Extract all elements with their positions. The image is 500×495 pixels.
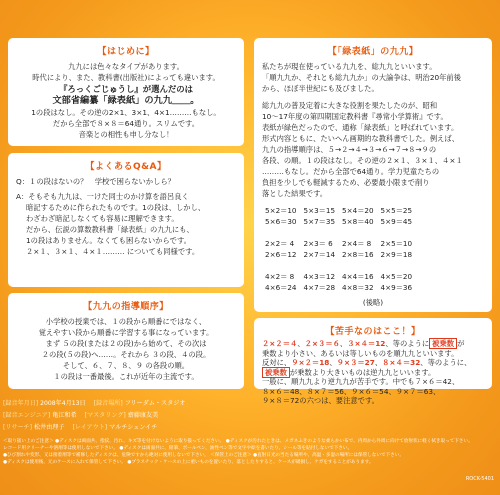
table-row: [262, 205, 416, 216]
green-para2-line: 負担を少しでも軽減するため、必要最小限まで削り: [262, 178, 430, 187]
multiplication-table: [262, 205, 416, 293]
table-cell: 2×7＝14: [303, 249, 336, 259]
notes-line: ●ひび割れや変形、又は接着剤等で補修したディスクは、危険ですから絶対に使用しないで下さい。 ＜保管上のご注意＞ ●直射日光の当たる場所や、高温・多湿の場所には保管しないで下さい。: [3, 453, 404, 458]
table-cell: 2×2＝ 4: [265, 238, 295, 248]
table-cell: 4×6＝24: [265, 282, 297, 292]
table-cell: 5×3＝15: [303, 205, 336, 215]
green-para2-line: 各段、の順。１の段はなし。その逆の２×１、３×１、４×１: [262, 156, 463, 165]
table-cell: 2×8＝16: [342, 249, 374, 259]
table-row: [262, 249, 416, 260]
order-line: ２の段(５の段)へ……。それから ３の段、４の段。: [41, 350, 211, 359]
table-cell: 5×6＝30: [265, 216, 297, 226]
table-cell: 2×5＝10: [380, 238, 413, 248]
intro-line: 『ろっくごじゅうし』が選んだのは: [59, 84, 193, 94]
credits-row: [録音エンジニア] 亀江和希 [マスタリング] 齋藤康友美: [3, 412, 159, 419]
catalog-number: ROCK-5401: [465, 476, 494, 482]
qa-title: 【よくあるQ&A】: [85, 162, 167, 172]
table-cell: 4×3＝12: [303, 271, 336, 281]
table-cell: 2×6＝12: [265, 249, 297, 259]
green-para2-line: 落とした結果です。: [262, 189, 328, 198]
difficult-line: ８×６＝48、８×７＝56、９×６＝54、９×７＝63、: [262, 386, 441, 396]
credits-row: [リサーチ] 松井由理子 [レイアウト] マルチシュンイチ: [3, 424, 158, 431]
green-cover-panel: [254, 38, 492, 312]
table-cell: 4×2＝ 8: [265, 271, 295, 281]
green-cover-title: 【「緑表紙」の九九】: [327, 47, 419, 57]
table-cell: 4×8＝32: [342, 282, 374, 292]
difficult-title: 【苦手なのはここ！】: [325, 327, 421, 337]
qa-answer-line: 1の段はありません。なくても困らないからです。: [26, 236, 191, 245]
qa-answer-line: 暗記するために作られたものです。1の段は、しかし、: [26, 203, 206, 212]
intro-line: 時代により、また、教科書(出版社)によっても違います。: [32, 73, 220, 82]
table-cell: 2×9＝18: [380, 249, 413, 259]
table-cell: 5×9＝45: [380, 216, 413, 226]
order-line: 小学校の授業では、１の段から順番にではなく、: [45, 317, 207, 326]
green-para1-line: 私たちが現在使っている九九を、総九九といいます。: [262, 62, 437, 71]
intro-line: 九九には色々なタイプがあります。: [68, 62, 184, 71]
qa-answer-line: わざわざ暗記しなくても容易に理解できます。: [26, 214, 179, 223]
table-cell: 5×2＝10: [265, 205, 297, 215]
table-cell: 2×4＝ 8: [342, 238, 372, 248]
notes-line: ●ディスクは使用後、元のケースに入れて保管して下さい。 ●プラスチック・ケースの上に重いものを置いたり、落としたりすると、ケースが破損し、ケガをすることがあります。: [3, 460, 374, 465]
notes-line: ＜取り扱い上のご注意＞ ●ディスクは両面共、指紋、汚れ、キズ等を付けないように取り扱ってください。 ●ディスクが汚れたときは、メガネふきのような柔らかい布で、内周から外周に向けて放射状に軽く拭き取って下さい。: [3, 439, 473, 444]
table-cell: 4×4＝16: [342, 271, 374, 281]
green-para2-line: 九九の指導順序は、５→２→４→３→６→７→８→９の: [262, 145, 437, 154]
table-cell: 2×3＝ 6: [303, 238, 333, 248]
green-para2-line: 10～17年度の第四期国定教科書『尋常小学算術』です。: [262, 112, 448, 121]
qa-question: Q：１の段はないの？ 学校で困らないかしら？: [16, 177, 175, 186]
table-cell: 4×9＝36: [380, 282, 413, 292]
difficult-line: ９×８＝72の六つは、要注意です。: [262, 396, 379, 405]
table-cell: 5×8＝40: [342, 216, 374, 226]
intro-line: 1の段はなし。その逆の2×1、3×1、4×1………もなし。: [31, 108, 221, 117]
intro-title: 【はじめに】: [97, 47, 155, 57]
green-para2-line: 形式内容ともに、たいへん画期的な教科書でした。例えば、: [262, 134, 460, 143]
order-line: １の段は一番最後。これが近年の主流です。: [53, 372, 199, 381]
table-cell: 4×7＝28: [303, 282, 336, 292]
difficult-panel: [254, 318, 492, 405]
qa-answer-line: だから、伝説の算数教科書「緑表紙」の九九にも、: [26, 225, 194, 234]
difficult-line: 乗数より小さい、あるいは等しいものを順九九といいます。: [262, 348, 459, 358]
table-abbrev: (後略): [362, 298, 384, 307]
order-line: まず ５の段(または２の段)から始めて、その次は: [45, 339, 207, 348]
intro-line: 音楽との相性も申し分なし！: [78, 130, 174, 139]
green-para2-line: 総九九の普及定着に大きな役割を果たしたのが、昭和: [262, 101, 438, 110]
difficult-line: 反対に、９×２＝18、９×３＝27、８×４＝32、等のように、: [262, 358, 472, 367]
order-title: 【九九の指導順序】: [83, 302, 169, 312]
intro-panel: [8, 38, 244, 146]
qa-answer-line: A：そもそも九九は、一けた同士のかけ算を語呂良く: [16, 192, 189, 201]
intro-line: 文部省編纂「緑表紙」の九九＿＿。: [52, 95, 200, 106]
table-cell: 5×5＝25: [380, 205, 413, 215]
difficult-line: ２×２＝４、２×３＝６、３×４＝12、等のように 被乗数 が: [262, 339, 465, 348]
table-row: [262, 238, 416, 249]
difficult-line: 一般に、順九九より逆九九が苦手です。中でも７×６＝42、: [262, 377, 460, 386]
table-cell: 5×4＝20: [342, 205, 374, 215]
order-line: 覚えやすい段から順番に学習する事になっています。: [38, 328, 214, 337]
order-panel: [8, 293, 244, 389]
table-cell: 4×5＝20: [380, 271, 413, 281]
table-row: [262, 282, 416, 293]
difficult-line: 被乗数 が乗数より大きいものは逆九九といいます。: [262, 368, 484, 378]
credits: [3, 398, 497, 434]
green-para2-line: 表紙が緑色だったので、通称「緑表紙」と呼ばれています。: [262, 123, 459, 132]
table-row: [262, 216, 416, 227]
qa-panel: [8, 153, 244, 287]
order-line: そして、６、７、８、９ の各段の順。: [62, 361, 190, 370]
green-para1-line: 「順九九か、それとも総九九か」の大論争は、明治20年前後: [262, 73, 462, 82]
green-para1-line: から、ほぼ半世紀にも及びました。: [262, 84, 379, 93]
table-cell: 5×7＝35: [303, 216, 336, 226]
notes-line: レコード用クリーナーや溶剤等は使用しないで下さい。 ●ディスクは両面共に、鉛筆、ボールペン、油性ペン等で文字や絵を書いたり、シール等を貼付しないで下さい。: [3, 446, 353, 451]
credits-row: [録音年月日] 2008年4月13日 [録音場所] フリーダム・スタジオ: [3, 400, 186, 407]
intro-line: だから全部で８×８＝64通り。スリムです。: [52, 119, 200, 128]
table-row: [262, 271, 416, 282]
qa-answer-line: ２×１、３×１、４×１……… についても同様です。: [26, 247, 200, 256]
notes: [3, 438, 497, 466]
green-para2-line: ………もなし。だから全部で64通り。学力児童たちの: [262, 167, 440, 176]
